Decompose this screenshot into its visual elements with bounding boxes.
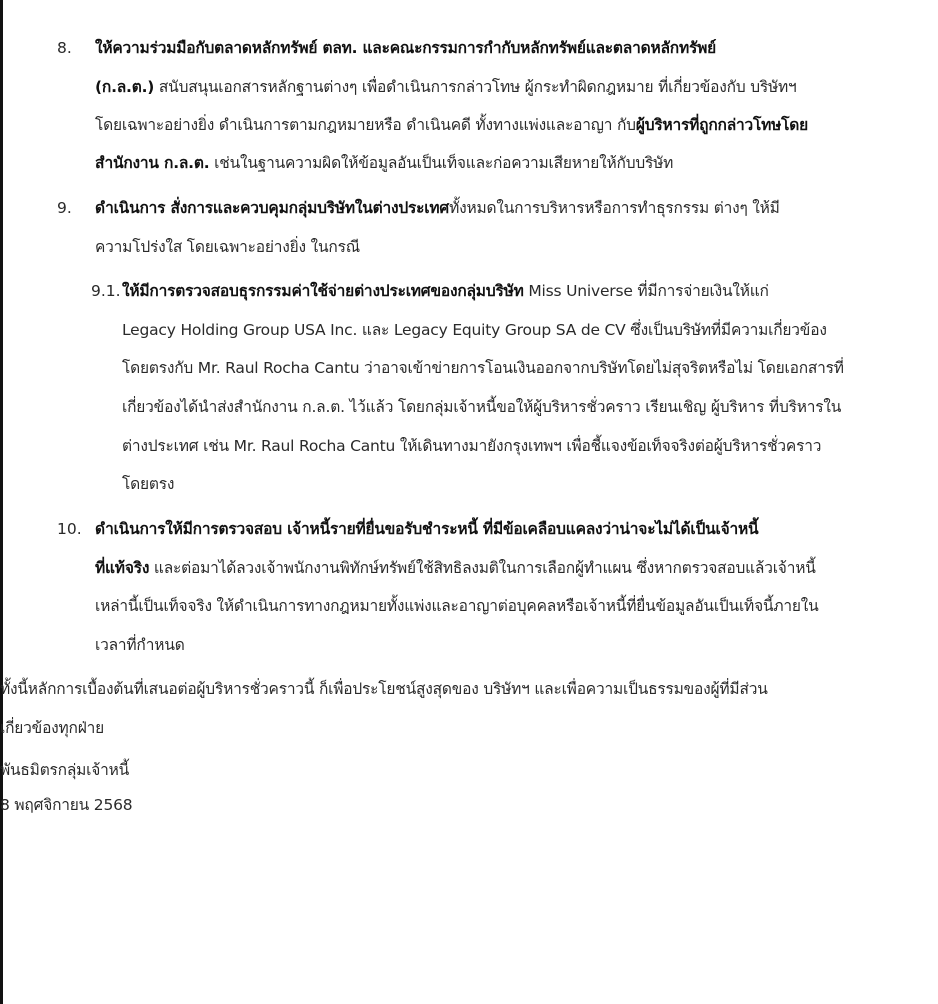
item-8-line-3: [95, 115, 808, 135]
item-9-1-line-3: [122, 358, 844, 378]
list-number: 10.: [57, 520, 82, 538]
item-9-line-1: [95, 198, 780, 218]
text: โดยตรง: [122, 475, 175, 493]
closing-paragraph-line-2: เกี่ยวข้องทุกฝ่าย: [0, 719, 105, 737]
bold-text: ให้ความร่วมมือกับตลาดหลักทรัพย์ ตลท. และคณะกรรมการกำกับหลักทรัพย์และตลาดหลักทรัพย์: [95, 39, 717, 57]
bold-text: ที่แท้จริง: [95, 559, 150, 577]
left-edge-strip: [0, 0, 3, 1004]
item-10-line-3: [95, 596, 819, 616]
text: ต่างประเทศ เช่น Mr. Raul Rocha Cantu ให้เดินทางมายังกรุงเทพฯ เพื่อชี้แจงข้อเท็จจริงต่อผู้บริหารชั่วคราว: [122, 437, 822, 455]
text: ทั้งหมดในการบริหารหรือการทำธุรกรรม ต่างๆ ให้มี: [449, 199, 780, 217]
bold-text: (ก.ล.ต.): [95, 78, 155, 96]
closing-paragraph-line-1: ทั้งนี้หลักการเบื้องต้นที่เสนอต่อผู้บริหารชั่วคราวนี้ ก็เพื่อประโยชน์สูงสุดของ บริษัทฯ และเพื่อความเป็นธรรมของผู้ที่มีส่วน: [0, 680, 768, 698]
text: โดยตรงกับ Mr. Raul Rocha Cantu ว่าอาจเข้าข่ายการโอนเงินออกจากบริษัทโดยไม่สุจริตหรือไม่ โดยเอกสารที่: [122, 359, 844, 377]
text: โดยเฉพาะอย่างยิ่ง ดำเนินการตามกฎหมายหรือ ดำเนินคดี ทั้งทางแพ่งและอาญา กับ: [95, 116, 636, 134]
item-8-line-1: [95, 38, 716, 58]
item-10-line-2: [95, 558, 816, 578]
item-9-1-line-1: [122, 281, 769, 301]
item-9-line-2: [95, 237, 360, 257]
text: เหล่านี้เป็นเท็จจริง ให้ดำเนินการทางกฎหมายทั้งแพ่งและอาญาต่อบุคคลหรือเจ้าหนี้ที่ยื่นข้อมูลอันเป็นเท็จนี้ภายใน: [95, 597, 819, 615]
item-8-line-2: [95, 77, 797, 97]
text: และต่อมาได้ลวงเจ้าพนักงานพิทักษ์ทรัพย์ใช้สิทธิลงมติในการเลือกผู้ทำแผน ซึ่งหากตรวจสอบแล้วเจ้าหนี้: [149, 559, 816, 577]
list-number: 8.: [57, 39, 72, 57]
bold-text: ให้มีการตรวจสอบธุรกรรมค่าใช้จ่ายต่างประเทศของกลุ่มบริษัท: [122, 282, 524, 300]
bold-text: ดำเนินการให้มีการตรวจสอบ เจ้าหนี้รายที่ยื่นขอรับชำระหนี้ ที่มีข้อเคลือบแคลงว่าน่าจะไม่ได้เป็นเจ้าหนี้: [95, 520, 759, 538]
bold-text: สำนักงาน ก.ล.ต.: [95, 154, 210, 172]
bold-text: ดำเนินการ สั่งการและควบคุมกลุ่มบริษัทในต่างประเทศ: [95, 199, 450, 217]
document-date: 8 พฤศจิกายน 2568: [0, 796, 133, 814]
item-8-line-4: [95, 153, 673, 173]
text: Legacy Holding Group USA Inc. และ Legacy Equity Group SA de CV ซึ่งเป็นบริษัทที่มีความเกี่ยวข้อง: [122, 321, 827, 339]
item-9-1-line-4: [122, 397, 841, 417]
sub-list-number: 9.1.: [91, 282, 121, 300]
text: เกี่ยวข้องได้นำส่งสำนักงาน ก.ล.ต. ไว้แล้ว โดยกลุ่มเจ้าหนี้ขอให้ผู้บริหารชั่วคราว เรียนเชิญ ผู้บริหาร ที่บริหารใน: [122, 398, 842, 416]
text: เช่นในฐานความผิดให้ข้อมูลอันเป็นเท็จและก่อความเสียหายให้กับบริษัท: [209, 154, 674, 172]
text: สนับสนุนเอกสารหลักฐานต่างๆ เพื่อดำเนินการกล่าวโทษ ผู้กระทำผิดกฎหมาย ที่เกี่ยวข้องกับ บริษัทฯ: [154, 78, 797, 96]
item-10-line-1: [95, 519, 758, 539]
text: ความโปร่งใส โดยเฉพาะอย่างยิ่ง ในกรณี: [95, 238, 360, 256]
text: เวลาที่กำหนด: [95, 636, 185, 654]
item-9-1-line-5: [122, 436, 821, 456]
text: Miss Universe ที่มีการจ่ายเงินให้แก่: [523, 282, 769, 300]
bold-text: ผู้บริหารที่ถูกกล่าวโทษโดย: [635, 116, 809, 134]
item-9-1-line-6: [122, 474, 174, 494]
item-10-line-4: [95, 635, 185, 655]
item-9-1-line-2: [122, 320, 827, 340]
list-number: 9.: [57, 199, 72, 217]
signature: พันธมิตรกลุ่มเจ้าหนี้: [0, 761, 130, 779]
